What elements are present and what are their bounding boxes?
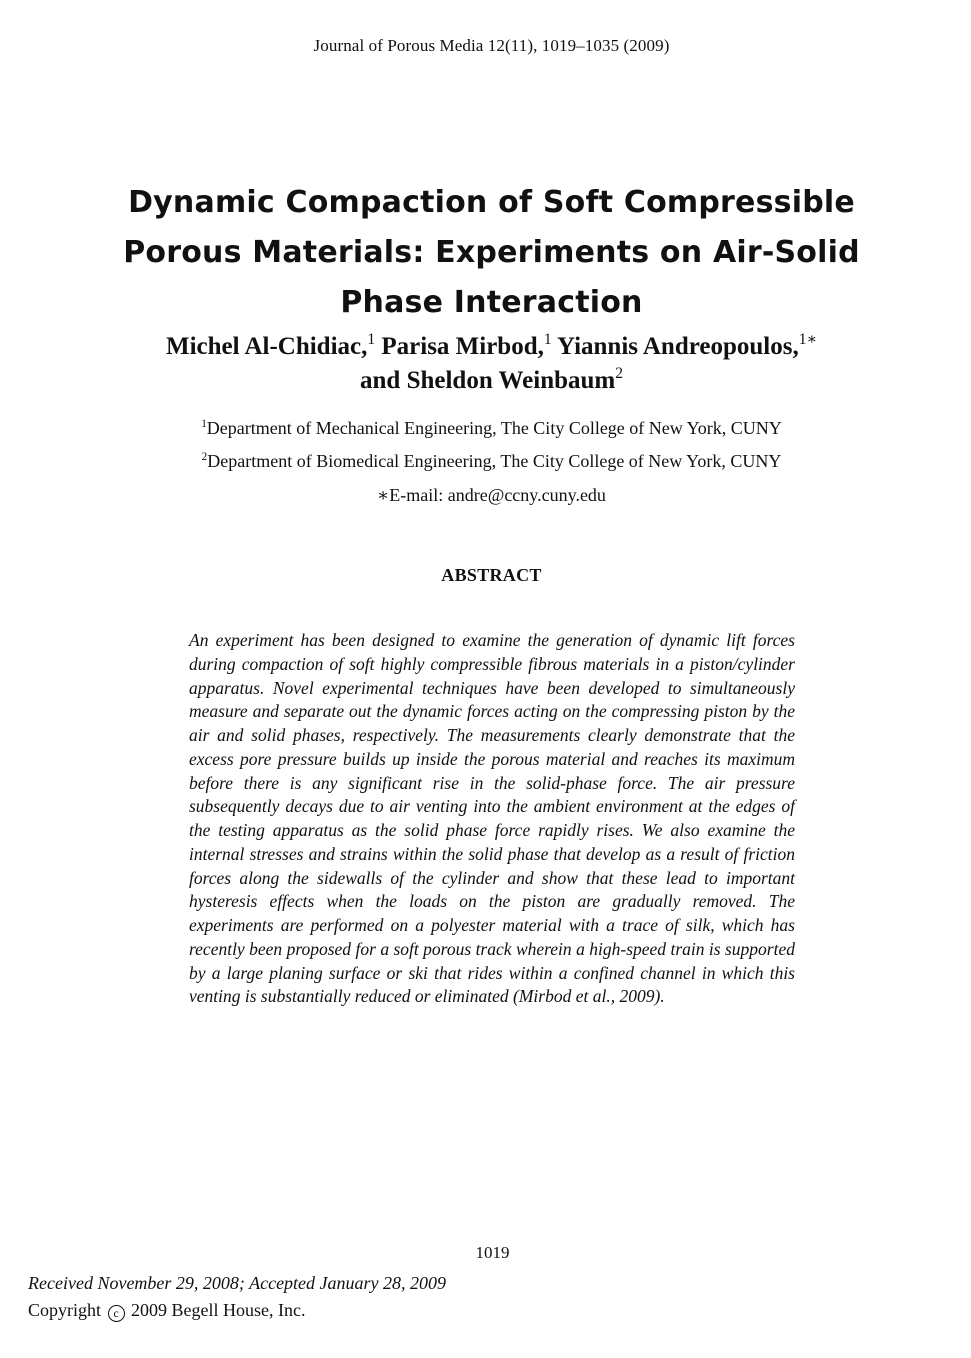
received-dates: Received November 29, 2008; Accepted January 28, 2009: [28, 1273, 447, 1293]
affiliation-2: [0, 451, 971, 472]
author-name: Michel Al-Chidiac,: [165, 333, 368, 360]
affiliation-mark: 2: [201, 450, 208, 463]
author-affiliation-mark: 1: [543, 330, 552, 348]
affiliation-1: [0, 418, 971, 439]
page-number: 1019: [475, 1243, 510, 1262]
copyright-icon: c: [108, 1305, 125, 1322]
author-name: Parisa Mirbod,: [375, 333, 544, 360]
author-line-1: [90, 330, 893, 364]
paper-title: [100, 178, 883, 328]
title-line-1: Dynamic Compaction of Soft Compressible: [128, 185, 855, 220]
author-affiliation-mark: 1∗: [798, 330, 818, 348]
contact-email: ∗E-mail: andre@ccny.cuny.edu: [377, 485, 606, 505]
copyright-suffix: 2009 Begell House, Inc.: [126, 1300, 306, 1320]
title-line-3: Phase Interaction: [340, 285, 643, 320]
affiliation-mark: 1: [201, 417, 207, 430]
author-list: [90, 330, 893, 398]
abstract-heading: ABSTRACT: [441, 565, 542, 585]
abstract-body: An experiment has been designed to examine the generation of dynamic lift forces during compaction of soft highly compressible fibrous materials in a piston/cylinder apparatus. Novel experimental techniques have been developed to simultaneously measure and separate out the dynamic forces acting on the compressing piston by the air and solid phases, respectively. The measurements clearly demonstrate that the excess pore pressure builds up inside the porous material and reaches its maximum before there is any significant rise in the solid-phase force. The air pressure subsequently decays due to air venting into the ambient environment at the edges of the testing apparatus as the solid phase force rapidly rises. We also examine the internal stresses and strains within the solid phase that develop as a result of friction forces along the sidewalls of the cylinder and show that these lead to important hysteresis effects when the loads on the piston are gradually removed. The experiments are performed on a polyester material with a trace of silk, which has recently been proposed for a soft porous track wherein a high-speed train is supported by a large planing surface or ski that rides within a confined channel in which this venting is substantially reduced or eliminated (Mirbod et al., 2009).: [189, 630, 795, 1007]
affiliation-text: Department of Biomedical Engineering, The City College of New York, CUNY: [207, 451, 782, 471]
author-line-2: [90, 364, 893, 398]
affiliation-text: Department of Mechanical Engineering, The City College of New York, CUNY: [206, 418, 782, 438]
author-affiliation-mark: 2: [615, 364, 623, 382]
copyright-notice: [28, 1300, 305, 1322]
journal-header: Journal of Porous Media 12(11), 1019–1035 (2009): [313, 36, 670, 55]
title-line-2: Porous Materials: Experiments on Air-Solid: [123, 235, 860, 270]
author-affiliation-mark: 1: [367, 330, 376, 348]
author-name: Yiannis Andreopoulos,: [551, 333, 799, 360]
copyright-prefix: Copyright: [28, 1300, 106, 1320]
author-name: and Sheldon Weinbaum: [360, 367, 616, 394]
